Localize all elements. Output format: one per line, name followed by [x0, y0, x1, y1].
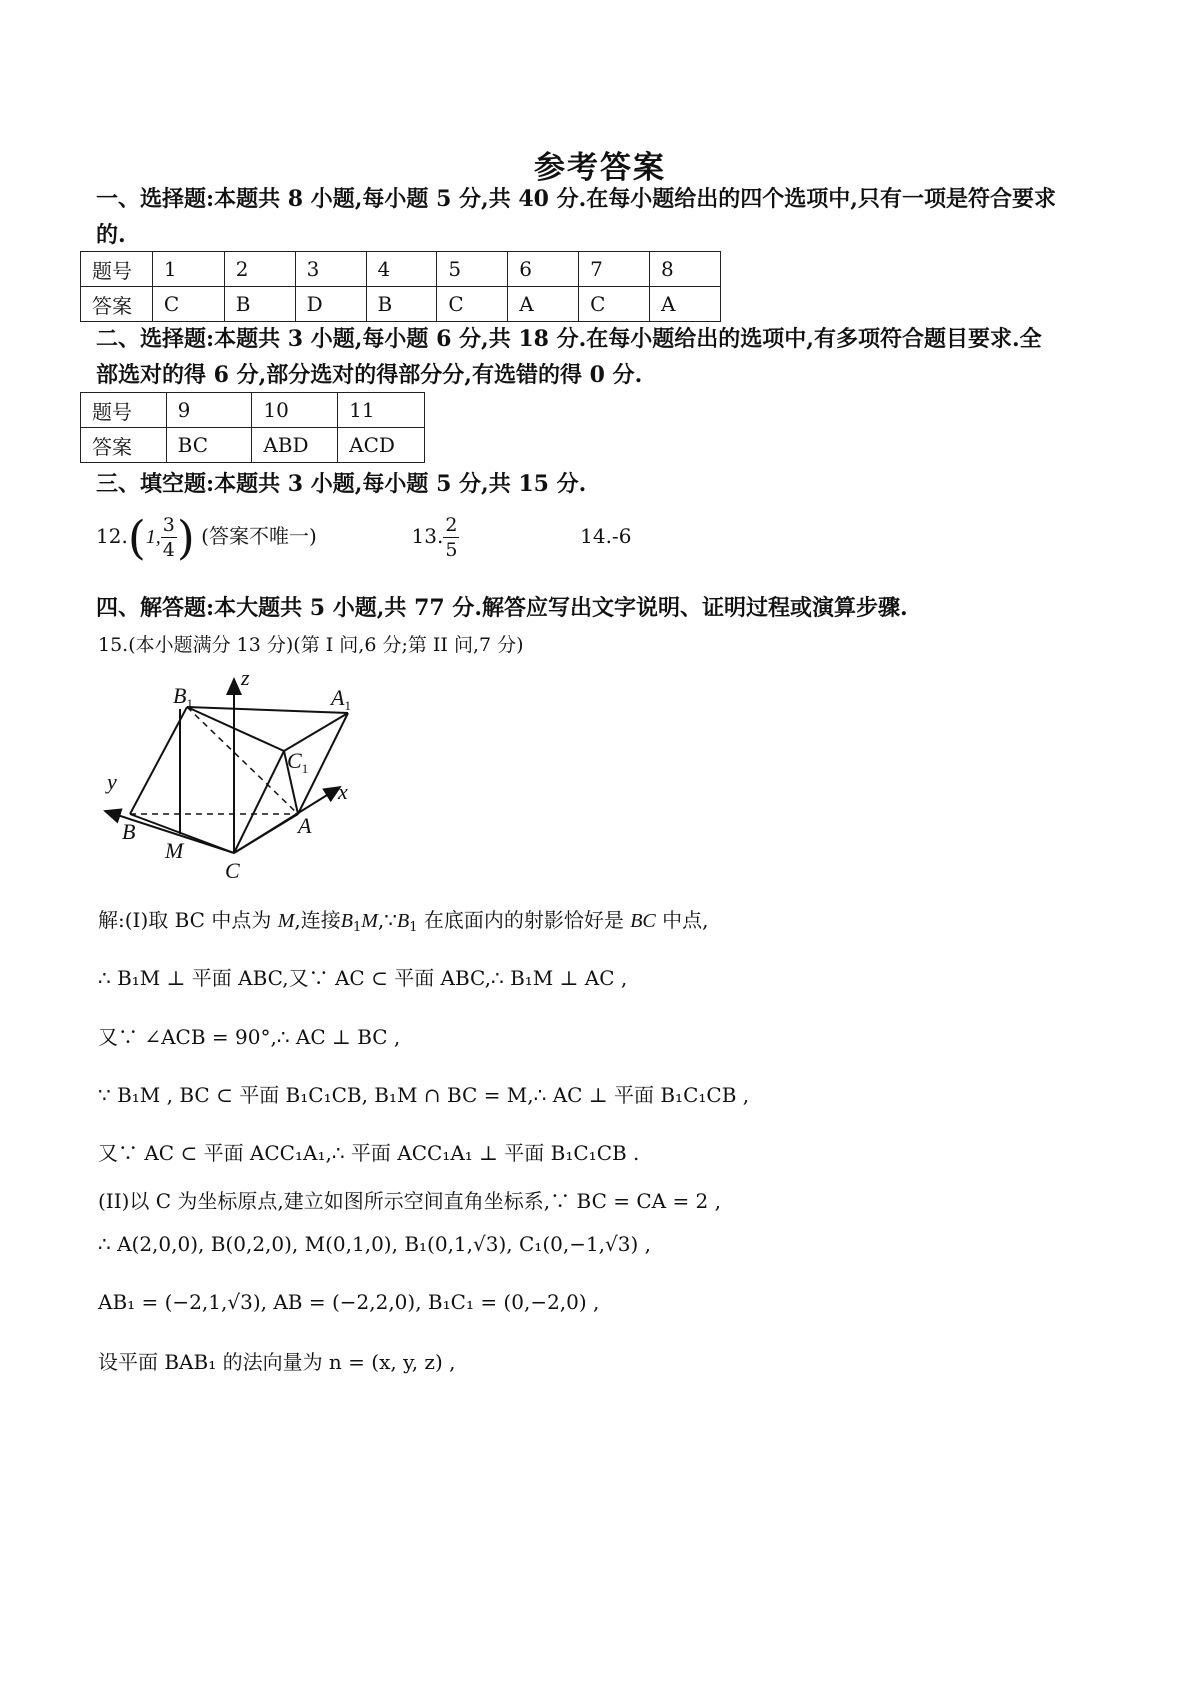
label-c: C	[225, 858, 240, 883]
table-cell: 11	[338, 393, 425, 428]
section2-heading	[96, 321, 1126, 393]
section2-answer-table	[80, 392, 425, 463]
edge-b1-c1	[187, 707, 284, 751]
solution-line-4: ∵ B₁M , BC ⊂ 平面 B₁C₁CB, B₁M ∩ BC = M,∴ AC ⊥ 平面 B₁C₁CB ,	[98, 1083, 750, 1107]
table-cell: 5	[437, 252, 508, 287]
table-row	[81, 428, 425, 463]
edge-b-b1	[130, 707, 187, 814]
table-cell: 1	[152, 252, 224, 287]
q14-answer: 14.-6	[580, 524, 632, 548]
table-cell: C	[152, 287, 224, 322]
table-cell: B	[366, 287, 437, 322]
table-cell: BC	[166, 428, 252, 463]
section2-heading-line2: 部选对的得 6 分,部分选对的得部分分,有选错的得 0 分.	[96, 362, 643, 388]
table-cell: 6	[508, 252, 579, 287]
table-row	[81, 287, 721, 322]
fill-in-answers	[96, 510, 632, 565]
table-cell: 7	[579, 252, 650, 287]
section2-heading-line1: 二、选择题:本题共 3 小题,每小题 6 分,共 18 分.在每小题给出的选项中,有多项符合题目要求.全	[96, 326, 1042, 352]
table-row	[81, 252, 721, 287]
solution-line-8: AB₁ = (−2,1,√3), AB = (−2,2,0), B₁C₁ = (0,−2,0) ,	[98, 1290, 600, 1314]
label-b1: $B_1$	[173, 683, 193, 711]
label-b: B	[122, 819, 136, 844]
label-c1: $C_1$	[287, 748, 309, 776]
table-cell: A	[650, 287, 721, 322]
solution-line-3: 又∵ ∠ACB = 90°,∴ AC ⊥ BC ,	[98, 1025, 401, 1049]
section4-heading: 四、解答题:本大题共 5 小题,共 77 分.解答应写出文字说明、证明过程或演算步骤.	[96, 595, 908, 621]
table-cell: ABD	[252, 428, 338, 463]
solution-line-7: ∴ A(2,0,0), B(0,2,0), M(0,1,0), B₁(0,1,√3), C₁(0,−1,√3) ,	[98, 1232, 652, 1256]
table-cell: 9	[166, 393, 252, 428]
table-cell: 8	[650, 252, 721, 287]
label-x: x	[338, 779, 348, 804]
q15-header: 15.(本小题满分 13 分)(第 I 问,6 分;第 II 问,7 分)	[98, 634, 524, 656]
label-z: z	[241, 665, 250, 690]
page-title: 参考答案	[534, 150, 666, 186]
table-cell: C	[437, 287, 508, 322]
row-label-answer: 答案	[81, 428, 167, 463]
label-m: M	[165, 838, 184, 863]
table-cell: B	[224, 287, 295, 322]
table-cell: 2	[224, 252, 295, 287]
solution-line-5: 又∵ AC ⊂ 平面 ACC₁A₁,∴ 平面 ACC₁A₁ ⊥ 平面 B₁C₁CB .	[98, 1141, 640, 1165]
row-label-number: 题号	[81, 393, 167, 428]
prism-coordinate-figure	[95, 665, 385, 890]
row-label-answer: 答案	[81, 287, 153, 322]
label-a1: $A_1$	[331, 685, 351, 713]
solution-line-2: ∴ B₁M ⊥ 平面 ABC,又∵ AC ⊂ 平面 ABC,∴ B₁M ⊥ AC ,	[98, 966, 628, 990]
table-row	[81, 393, 425, 428]
solution-line-1: 解:(I)取 BC 中点为 M,连接$B_1M,\because B_1$ 在底面内的射影恰好是 BC 中点,	[98, 908, 709, 935]
table-cell: D	[295, 287, 366, 322]
section1-heading-line1: 一、选择题:本题共 8 小题,每小题 5 分,共 40 分.在每小题给出的四个选项中,只有一项是符合要求	[96, 186, 1056, 212]
label-y: y	[107, 769, 117, 794]
section3-heading: 三、填空题:本题共 3 小题,每小题 5 分,共 15 分.	[96, 471, 587, 497]
section1-answer-table	[80, 251, 721, 322]
edge-b1-a1	[187, 707, 348, 713]
section1-heading	[96, 181, 1126, 253]
table-cell: 4	[366, 252, 437, 287]
table-cell: 3	[295, 252, 366, 287]
q12-answer: 12.(1, $\frac{3}{4}$ ) (答案不唯一)	[96, 510, 317, 565]
solution-line-9: 设平面 BAB₁ 的法向量为 n = (x, y, z) ,	[98, 1350, 456, 1374]
q13-answer: 13. $\frac{2}{5}$	[411, 514, 458, 561]
table-cell: ACD	[338, 428, 425, 463]
table-cell: C	[579, 287, 650, 322]
table-cell: 10	[252, 393, 338, 428]
table-cell: A	[508, 287, 579, 322]
row-label-number: 题号	[81, 252, 153, 287]
dashed-b1-a	[187, 707, 298, 814]
solution-line-6: (II)以 C 为坐标原点,建立如图所示空间直角坐标系,∵ BC = CA = 2 ,	[98, 1189, 721, 1213]
section1-heading-line2: 的.	[96, 222, 126, 248]
label-a: A	[298, 813, 312, 838]
